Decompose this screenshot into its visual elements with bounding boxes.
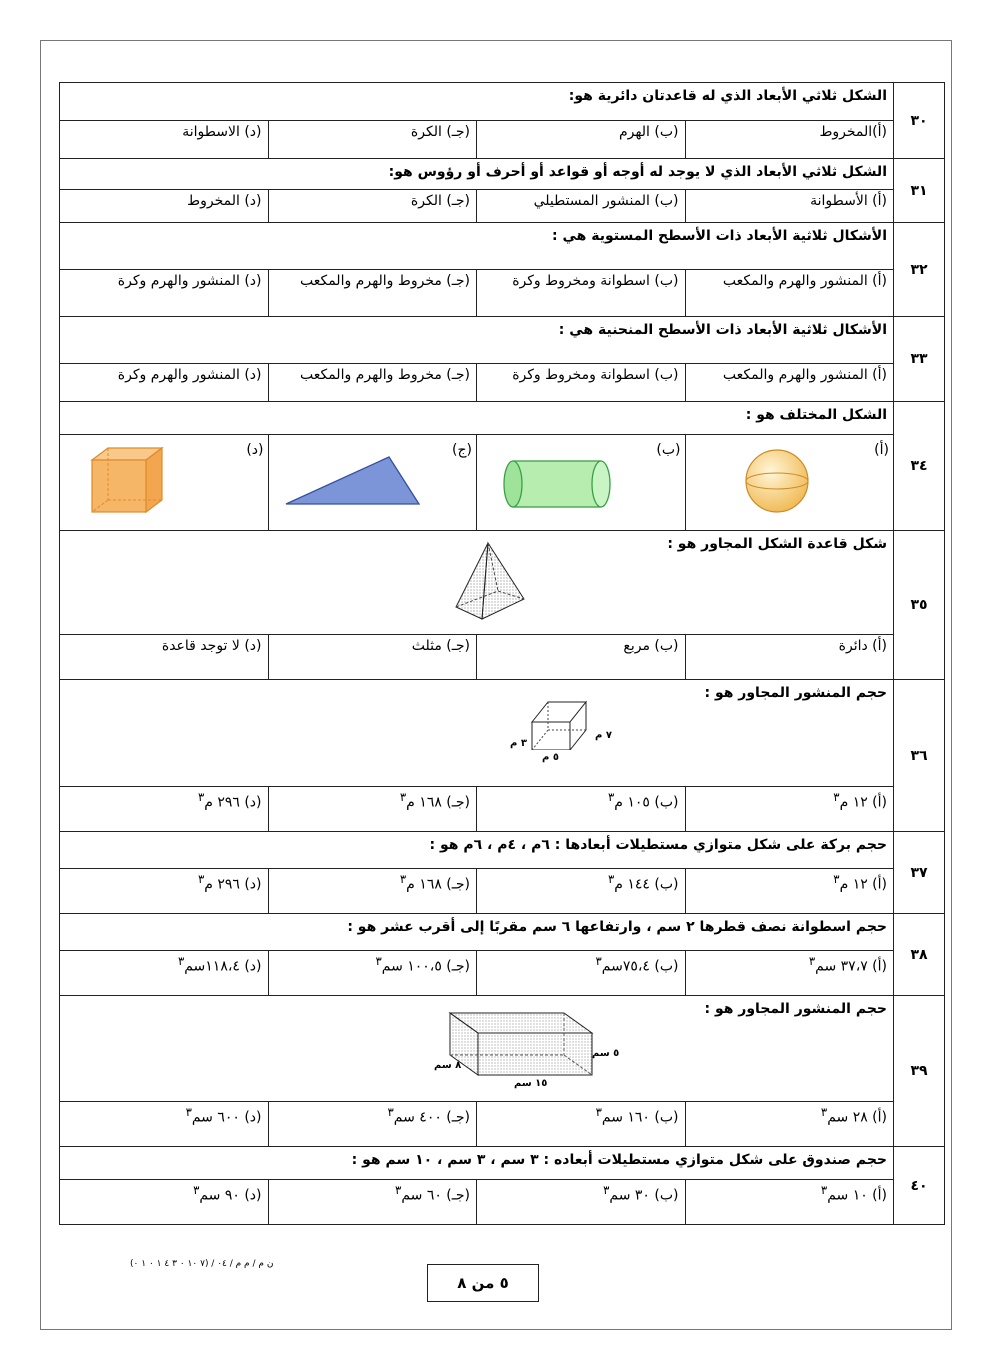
option-text: (جـ) ٦٠ سم	[401, 1187, 470, 1204]
superscript: ٣	[607, 790, 615, 804]
option-b[interactable]	[477, 787, 686, 832]
option-d[interactable]	[60, 951, 269, 996]
option-a[interactable]	[685, 951, 894, 996]
question-30-row	[60, 83, 945, 121]
superscript: ٣	[603, 1183, 610, 1197]
question-text: الأشكال ثلاثية الأبعاد ذات الأسطح المستوية هي :	[60, 223, 894, 270]
question-cell	[60, 996, 894, 1102]
option-d[interactable]: (د) الاسطوانة	[60, 121, 269, 159]
option-d[interactable]	[60, 869, 269, 914]
option-d[interactable]: (د) المنشور والهرم وكرة	[60, 364, 269, 402]
option-c[interactable]: (جـ) مثلث	[268, 635, 477, 680]
question-number: ٣١	[894, 159, 945, 223]
question-number: ٣٧	[894, 832, 945, 914]
superscript: ٣	[399, 790, 407, 804]
superscript: ٣	[177, 954, 185, 968]
cube-icon	[86, 446, 166, 516]
option-b[interactable]: (ب) المنشور المستطيلي	[477, 190, 686, 223]
dim-label: ٥ م	[542, 752, 559, 763]
question-number: ٤٠	[894, 1147, 945, 1225]
superscript: ٣	[820, 1105, 828, 1119]
question-text: حجم بركة على شكل متوازي مستطيلات أبعادها : ٦م ، ٤م ، ٦م هو :	[60, 832, 894, 869]
question-text: حجم المنشور المجاور هو :	[704, 1001, 887, 1017]
question-text: الشكل ثلاثي الأبعاد الذي له قاعدتان دائرية هو:	[60, 83, 894, 121]
option-text: (أ) ٣٧،٧ سم	[815, 958, 887, 975]
option-text: (أ) ٢٨ سم	[827, 1109, 887, 1126]
prism-figure-small	[530, 700, 590, 750]
option-b[interactable]	[477, 951, 686, 996]
superscript: ٣	[399, 872, 407, 886]
option-text: (ب) ١٦٠ سم	[601, 1109, 679, 1126]
option-c[interactable]	[268, 869, 477, 914]
option-text: (ب) ٣٠ سم	[609, 1187, 679, 1204]
option-text: (أ) ١٢ م	[839, 794, 887, 811]
option-b[interactable]: (ب) اسطوانة ومخروط وكرة	[477, 270, 686, 317]
option-c[interactable]: (جـ) الكرة	[268, 121, 477, 159]
triangle-icon	[283, 454, 423, 508]
question-text: شكل قاعدة الشكل المجاور هو :	[667, 536, 887, 552]
option-d[interactable]	[60, 1102, 269, 1147]
option-label: (ج)	[452, 442, 472, 458]
question-cell	[60, 680, 894, 787]
option-d[interactable]: (د) المنشور والهرم وكرة	[60, 270, 269, 317]
question-text: حجم اسطوانة نصف قطرها ٢ سم ، وارتفاعها ٦ سم مقربًا إلى أقرب عشر هو :	[60, 914, 894, 951]
option-a[interactable]: (أ) الأسطوانة	[685, 190, 894, 223]
option-b[interactable]: (ب) الهرم	[477, 121, 686, 159]
question-text: حجم صندوق على شكل متوازي مستطيلات أبعاده : ٣ سم ، ٣ سم ، ١٠ سم هو :	[60, 1147, 894, 1180]
question-cell	[60, 531, 894, 635]
prism-figure-large	[446, 1011, 596, 1079]
option-text: (أ) ١٢ م	[839, 876, 887, 893]
option-label: (ب)	[656, 442, 681, 458]
option-text: (جـ) ١٦٨ م	[406, 794, 470, 811]
option-c[interactable]: (جـ) مخروط والهرم والمكعب	[268, 270, 477, 317]
dim-label: ٨ سم	[434, 1060, 462, 1071]
option-b[interactable]	[477, 435, 686, 531]
option-text: (أ) ١٠ سم	[827, 1187, 887, 1204]
option-text: (جـ) ١٦٨ م	[406, 876, 470, 893]
question-number: ٣٥	[894, 531, 945, 680]
option-a[interactable]: (أ) المنشور والهرم والمكعب	[685, 364, 894, 402]
option-c[interactable]: (جـ) مخروط والهرم والمكعب	[268, 364, 477, 402]
superscript: ٣	[375, 954, 382, 968]
superscript: ٣	[833, 872, 840, 886]
question-number: ٣٤	[894, 402, 945, 531]
option-a[interactable]	[685, 869, 894, 914]
option-c[interactable]	[268, 951, 477, 996]
option-a[interactable]	[685, 1102, 894, 1147]
option-d[interactable]	[60, 435, 269, 531]
option-c[interactable]	[268, 1180, 477, 1225]
option-text: (جـ) ٤٠٠ سم	[393, 1109, 470, 1126]
option-text: (جـ) ١٠٠،٥ سم	[381, 958, 470, 975]
question-number: ٣٢	[894, 223, 945, 317]
dim-label: ٣ م	[510, 738, 527, 749]
dim-label: ٥ سم	[592, 1048, 620, 1059]
sphere-icon	[742, 446, 812, 516]
page-number: ٥ من ٨	[427, 1264, 539, 1302]
question-number: ٣٣	[894, 317, 945, 402]
questions-table	[59, 82, 945, 1225]
option-d[interactable]: (د) المخروط	[60, 190, 269, 223]
option-a[interactable]: (أ) دائرة	[685, 635, 894, 680]
option-a[interactable]: (أ)المخروط	[685, 121, 894, 159]
option-d[interactable]	[60, 787, 269, 832]
option-a[interactable]	[685, 787, 894, 832]
option-b[interactable]: (ب) مربع	[477, 635, 686, 680]
option-b[interactable]	[477, 1102, 686, 1147]
cylinder-icon	[503, 456, 613, 512]
option-b[interactable]	[477, 1180, 686, 1225]
option-text: (ب) ١٠٥ م	[614, 794, 679, 811]
superscript: ٣	[197, 872, 205, 886]
question-number: ٣٨	[894, 914, 945, 996]
option-text: (د) ٢٩٦ م	[204, 876, 262, 893]
pyramid-figure	[452, 541, 528, 623]
superscript: ٣	[833, 790, 840, 804]
option-label: (د)	[246, 442, 264, 458]
question-text: الأشكال ثلاثية الأبعاد ذات الأسطح المنحنية هي :	[60, 317, 894, 364]
option-c[interactable]	[268, 1102, 477, 1147]
question-text: الشكل المختلف هو :	[60, 402, 894, 435]
option-a[interactable]: (أ) المنشور والهرم والمكعب	[685, 270, 894, 317]
option-b[interactable]: (ب) اسطوانة ومخروط وكرة	[477, 364, 686, 402]
question-number: ٣٦	[894, 680, 945, 832]
question-number: ٣٠	[894, 83, 945, 159]
dim-label: ٧ م	[595, 730, 612, 741]
option-c[interactable]: (جـ) الكرة	[268, 190, 477, 223]
question-text: حجم المنشور المجاور هو :	[704, 685, 887, 701]
superscript: ٣	[820, 1183, 828, 1197]
option-a[interactable]	[685, 1180, 894, 1225]
superscript: ٣	[387, 1105, 394, 1119]
superscript: ٣	[197, 790, 205, 804]
document-code: ن م / م م / ٠٤ / (٧ ١٠ ٠ ٣ ٤ ١ ٠ ١ ٠)	[130, 1259, 274, 1269]
dim-label: ١٥ سم	[514, 1078, 548, 1089]
question-text: الشكل ثلاثي الأبعاد الذي لا يوجد له أوجه أو قواعد أو أحرف أو رؤوس هو:	[60, 159, 894, 190]
option-a[interactable]	[685, 435, 894, 531]
superscript: ٣	[395, 1183, 402, 1197]
superscript: ٣	[595, 954, 602, 968]
option-text: (ب) ١٤٤ م	[614, 876, 679, 893]
superscript: ٣	[193, 1183, 200, 1197]
option-text: (د) ٦٠٠ سم	[191, 1109, 262, 1126]
option-text: (د) ١١٨،٤سم	[184, 958, 262, 975]
superscript: ٣	[595, 1105, 602, 1119]
option-c[interactable]	[268, 787, 477, 832]
option-text: (د) ٢٩٦ م	[204, 794, 262, 811]
superscript: ٣	[607, 872, 615, 886]
question-number: ٣٩	[894, 996, 945, 1147]
option-text: (ب) ٧٥،٤سم	[601, 958, 679, 975]
option-d[interactable]	[60, 1180, 269, 1225]
option-text: (د) ٩٠ سم	[199, 1187, 262, 1204]
option-b[interactable]	[477, 869, 686, 914]
option-d[interactable]: (د) لا توجد قاعدة	[60, 635, 269, 680]
option-c[interactable]	[268, 435, 477, 531]
option-label: (أ)	[874, 442, 889, 458]
superscript: ٣	[808, 954, 816, 968]
superscript: ٣	[185, 1105, 192, 1119]
